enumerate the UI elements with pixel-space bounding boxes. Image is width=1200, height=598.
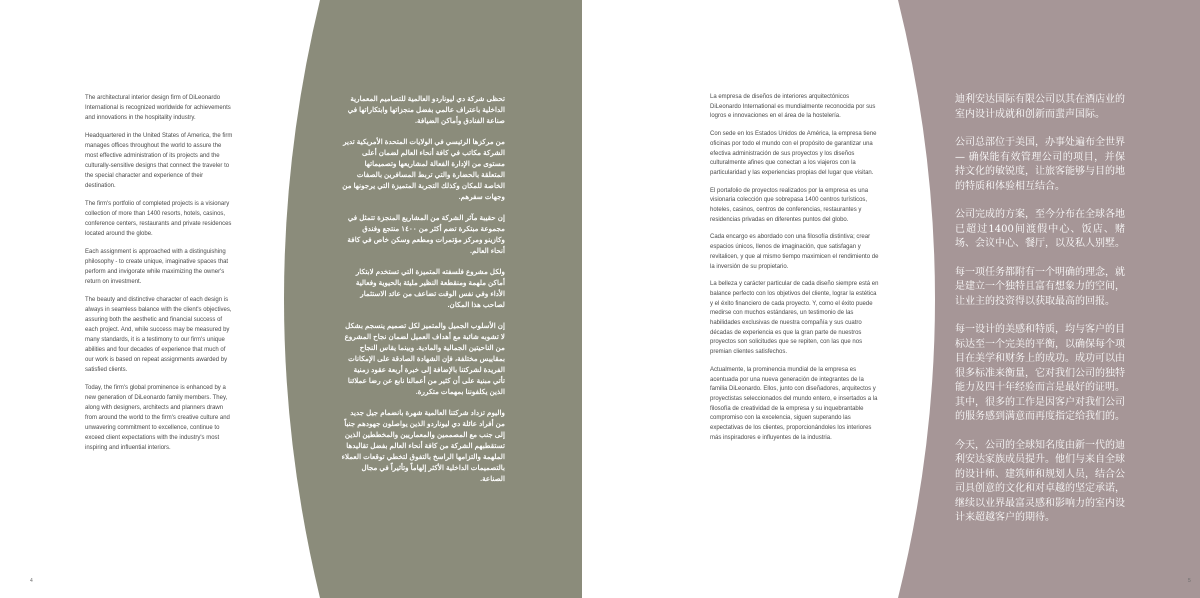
arabic-paragraph: تحظى شركة دي ليوناردو العالمية للتصاميم المعمارية الداخلية باعتراف عالمي بفضل منجزاتها وابتكاراتها في صناعة الفنادق وأماكن الضيافة. xyxy=(347,94,505,125)
spanish-paragraph: La belleza y carácter particular de cada diseño siempre está en balance perfecto con los objetivos del cliente, lograr la estética y el éxito financiero de cada proyecto. Y, como el éxito puede medirse con muchos estándares, un testimonio de las habilidades exclusivas de nuestra compañía y sus cuatro décadas de experiencia es que la gran parte de nuestros proyectos son solicitudes que se repiten, con las que nos premian clientes satisfechos. xyxy=(710,281,879,356)
english-paragraph: The firm's portfolio of completed projects is a visionary collection of more than 1400 resorts, hotels, casinos, conference centers, restaurants and private residences located around the globe. xyxy=(85,201,232,237)
english-paragraph: Headquartered in the United States of America, the firm manages offices throughout the world to assure the most effective administration of its projects and the culturally-sensitive designs that connect the traveler to the special character and experience of their destination. xyxy=(85,133,233,189)
chinese-paragraph: 每一项任务都附有一个明确的理念，就是建立一个独特且富有想象力的空间，让业主的投资得以获取最高的回报。 xyxy=(955,266,1125,307)
spanish-text-column xyxy=(710,93,880,452)
spanish-paragraph: Con sede en los Estados Unidos de América, la empresa tiene oficinas por todo el mundo con el propósito de garantizar una efectiva administración de sus proyectos y los diseños culturalmente afines que conectan a los viajeros con la particularidad y las experiencias propias del lugar que visitan. xyxy=(710,131,877,176)
spanish-paragraph: Cada encargo es abordado con una filosofía distintiva; crear espacios únicos, llenos de imaginación, que satisfagan y revitalicen, y que al mismo tiempo maximicen el rendimiento de la inversión de su propietario. xyxy=(710,234,879,270)
chinese-paragraph: 公司完成的方案，至今分布在全球各地已超过1400间渡假中心、饭店、赌场、会议中心、餐厅，以及私人别墅。 xyxy=(955,209,1125,249)
chinese-paragraph: 今天，公司的全球知名度由新一代的迪利安达家族成员提升。他们与来自全球的设计师、建筑师和规划人员，结合公司具创意的文化和对卓越的坚定承诺，继续以业界最富灵感和影响力的室内设计来超越客户的期待。 xyxy=(955,439,1125,523)
chinese-paragraph: 公司总部位于美国，办事处遍布全世界 — 确保能有效管理公司的项目，并保持文化的敏锐度，让旅客能够与目的地的特质和体验相互结合。 xyxy=(955,137,1125,192)
spanish-paragraph: La empresa de diseños de interiores arquitectónicos DiLeonardo International es mundialmente reconocida por sus logros e innovaciones en el área de la hostelería. xyxy=(710,94,876,120)
arabic-text-column xyxy=(340,93,505,494)
chinese-paragraph: 迪利安达国际有限公司以其在酒店业的室内设计成就和创新而蜚声国际。 xyxy=(955,94,1125,120)
chinese-paragraph: 每一设计的美感和特质，均与客户的目标达至一个完美的平衡，以确保每个项目在美学和财务上的成功。成功可以由很多标准来衡量，它对我们公司的独特能力及四十年经验而言是最好的证明。其中，很多的工作是因客户对我们公司的服务感到满意而再度指定给我们的。 xyxy=(955,324,1125,422)
english-text-column xyxy=(85,93,235,461)
arabic-paragraph: واليوم تزداد شركتنا العالمية شهرة بانضمام جيل جديد من أفراد عائلة دي ليوناردو الذين يواصلون جهودهم جنباً إلى جنب مع المصممين والمعماريين والمخططين الذين تستقطبهم الشركة من كافة أنحاء العالم بفضل تقاليدها الملهمة والتزامها الراسخ بالتفوق لتخطي توقعات العملاء بالتصميمات الداخلية الأكثر إلهاماً وتأثيراً في مجال الصناعة. xyxy=(341,408,505,483)
right-page-number: 5 xyxy=(1188,578,1191,584)
arabic-paragraph: ولكل مشروع فلسفته المتميزة التي تستخدم لابتكار أماكن ملهمة ومنقطعة النظير مليئة بالحيوية وفعالية الأداء وفي نفس الوقت تضاعف من عائد الاستثمار لصاحب هذا المكان. xyxy=(355,267,505,309)
english-paragraph: The architectural interior design firm of DiLeonardo International is recognized worldwide for achievements and innovations in the hospitality industry. xyxy=(85,95,231,121)
chinese-text-column xyxy=(955,93,1125,540)
arabic-paragraph: من مركزها الرئيسي في الولايات المتحدة الأمريكية تدير الشركة مكاتب في كافة أنحاء العالم لضمان أعلى مستوى من الإدارة الفعالة لمشاريعها وتصميماتها المتعلقة بالحضارة والتي تربط المسافرين بالصفات الخاصة للمكان وكذلك التجربة المتميزة التي يرجونها من وجهات سفرهم. xyxy=(342,137,505,201)
arabic-paragraph: إن الأسلوب الجميل والمتميز لكل تصميم ينسجم بشكل لا تشوبه شائبة مع أهداف العميل لضمان نجاح المشروع من الناحيتين الجمالية والمادية. وبينما يقاس النجاح بمقاييس مختلفة، فإن الشهادة الصادقة على الإمكانات الفريدة لشركتنا بالإضافة إلى خبرة أربعة عقود زمنية تأتي مبنية على أن كثير من أعمالنا نابع عن رضا عملائنا الذين يكلفوننا بمهمات متكررة. xyxy=(344,321,505,396)
english-paragraph: The beauty and distinctive character of each design is always in seamless balance with the client's objectives, assuring both the aesthetic and financial success of each project. And, while success may be measured by many standards, it is a testimony to our firm's unique abilities and four decades of experience that much of our work is based on repeat assignments awarded by satisfied clients. xyxy=(85,297,232,373)
spanish-paragraph: El portafolio de proyectos realizados por la empresa es una visionaria colección que sobrepasa 1400 centros turísticos, hoteles, casinos, centros de conferencias, restaurantes y residencias privadas en diferentes puntos del globo. xyxy=(710,187,869,223)
arabic-paragraph: إن حقيبة مآثر الشركة من المشاريع المنجزة تتمثل في مجموعة مبتكرة تضم أكثر من ١٤٠٠ منتجع وفندق وكازينو ومركز مؤتمرات ومطعم وسكن خاص في كافة أنحاء العالم. xyxy=(347,213,505,255)
spanish-paragraph: Actualmente, la prominencia mundial de la empresa es acentuada por una nueva generación de integrantes de la familia DiLeonardo. Ellos, junto con diseñadores, arquitectos y proyectistas seleccionados del mundo entero, e insertados a la filosofía de creatividad de la empresa y su inquebrantable compromiso con la excelencia, siguen superando las expectativas de los clientes, proporcionándoles los interiores más inspiradores e influyentes de la industria. xyxy=(710,366,878,441)
english-paragraph: Today, the firm's global prominence is enhanced by a new generation of DiLeonardo family members. They, along with designers, architects and planners drawn from around the world to the firm's creative culture and unwavering commitment to excellence, continue to exceed client expectations with the industry's most inspiring and influential interiors. xyxy=(85,385,230,451)
left-page-number: 4 xyxy=(30,578,33,584)
english-paragraph: Each assignment is approached with a distinguishing philosophy - to create unique, imaginative spaces that perform and invigorate while maximizing the owner's return on investment. xyxy=(85,249,229,285)
